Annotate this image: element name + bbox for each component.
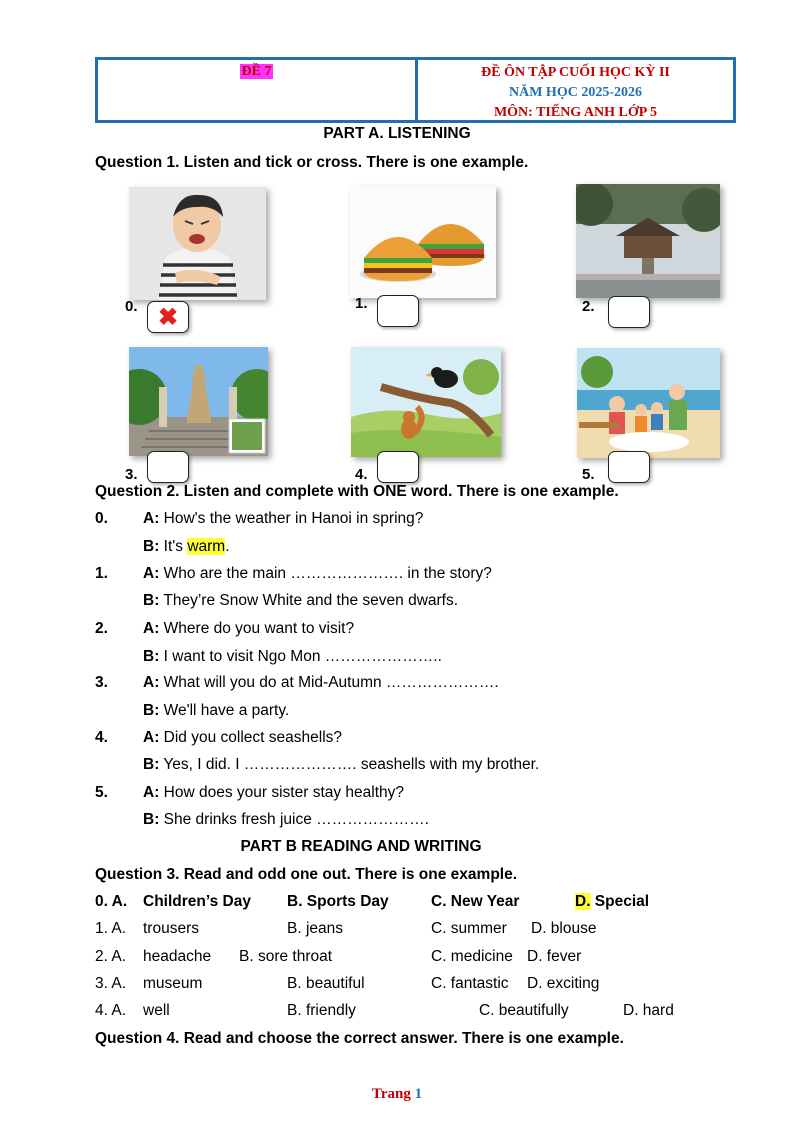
q3-example-a: Children’s Day [143, 893, 251, 910]
q3-row-3-a: museum [143, 975, 203, 992]
exam-code: ĐỀ 7 [241, 64, 272, 79]
q3-row-1-d: D. blouse [531, 920, 597, 937]
answer-box-1[interactable] [377, 295, 419, 327]
q3-row-4-a: well [143, 1002, 170, 1019]
school-year: NĂM HỌC 2025-2026 [509, 85, 642, 100]
picture-label-0: 0. [125, 298, 138, 315]
picture-label-3: 3. [125, 466, 138, 483]
q3-row-4-d: D. hard [623, 1002, 674, 1019]
q2-item-3-num: 3. [95, 674, 108, 691]
header-left-cell [98, 60, 418, 120]
q3-row-2-c: C. medicine [431, 948, 513, 965]
q2-item-5-b: B: She drinks fresh juice …………………. [143, 811, 429, 828]
q2-item-4-a: A: Did you collect seashells? [143, 729, 343, 746]
subject: MÔN: TIẾNG ANH LỚP 5 [493, 105, 658, 120]
q3-row-3-d: D. exciting [527, 975, 600, 992]
q3-row-2-a: headache [143, 948, 212, 965]
q3-row-2-b: B. sore throat [239, 948, 333, 965]
exam-title: ĐỀ ÔN TẬP CUỐI HỌC KỲ II [481, 65, 670, 80]
example-answer-letter: D. [575, 893, 591, 910]
picture-hamburgers [350, 186, 496, 298]
q3-example-num: 0. A. [95, 893, 128, 910]
q2-item-3-a: A: What will you do at Mid-Autumn …………………. [143, 674, 499, 691]
q3-row-1-c: C. summer [431, 920, 507, 937]
q3-row-1-b: B. jeans [287, 920, 344, 937]
question-3-title: Question 3. Read and odd one out. There is one example. [95, 866, 518, 883]
q3-row-3-b: B. beautiful [287, 975, 365, 992]
answer-box-4[interactable] [377, 451, 419, 483]
q2-item-4-b: B: Yes, I did. I …………………. seashells with my brother. [143, 756, 540, 773]
q3-example-b: B. Sports Day [287, 893, 389, 910]
picture-stomachache [129, 187, 266, 300]
q2-item-1-num: 1. [95, 565, 108, 582]
q2-item-0-b: B: It's warm. [143, 538, 230, 555]
picture-family-picnic [577, 348, 720, 458]
footer-label: Trang [371, 1086, 411, 1102]
q3-row-4-c: C. beautifully [479, 1002, 569, 1019]
q2-item-0-num: 0. [95, 510, 108, 527]
picture-bird-squirrel [351, 347, 501, 457]
q3-row-1-num: 1. A. [95, 920, 127, 937]
q3-example-d: D. Special [575, 893, 650, 910]
picture-thien-mu-pagoda [129, 347, 268, 456]
q3-row-3-c: C. fantastic [431, 975, 509, 992]
part-b-heading: PART B READING AND WRITING [240, 838, 482, 855]
q2-item-1-b: B: They’re Snow White and the seven dwarfs. [143, 592, 459, 609]
question-1-title: Question 1. Listen and tick or cross. There is one example. [95, 154, 529, 171]
header-right-cell [418, 60, 733, 120]
q3-row-2-num: 2. A. [95, 948, 127, 965]
q2-item-4-num: 4. [95, 729, 108, 746]
cross-mark-icon: ✖ [158, 304, 179, 331]
picture-label-1: 1. [355, 295, 368, 312]
picture-label-2: 2. [582, 298, 595, 315]
q2-item-1-a: A: Who are the main …………………. in the story? [143, 565, 492, 582]
footer-page-number: 1 [414, 1086, 423, 1102]
question-2-title: Question 2. Listen and complete with ONE word. There is one example. [95, 483, 619, 500]
q3-row-3-num: 3. A. [95, 975, 127, 992]
q2-item-3-b: B: We'll have a party. [143, 702, 290, 719]
part-a-heading: PART A. LISTENING [323, 125, 471, 142]
page-footer [0, 1086, 794, 1103]
header-table [95, 57, 736, 123]
q2-item-5-num: 5. [95, 784, 108, 801]
q3-example-c: C. New Year [431, 893, 520, 910]
answer-box-3[interactable] [147, 451, 189, 483]
q2-item-2-b: B: I want to visit Ngo Mon ………………….. [143, 648, 442, 665]
answer-box-5[interactable] [608, 451, 650, 483]
q3-row-2-d: D. fever [527, 948, 582, 965]
q2-item-2-a: A: Where do you want to visit? [143, 620, 355, 637]
q2-item-2-num: 2. [95, 620, 108, 637]
picture-one-pillar-pagoda [576, 184, 720, 298]
picture-label-5: 5. [582, 466, 595, 483]
picture-label-4: 4. [355, 466, 368, 483]
q2-item-5-a: A: How does your sister stay healthy? [143, 784, 405, 801]
q2-item-0-a: A: How's the weather in Hanoi in spring? [143, 510, 424, 527]
question-4-title: Question 4. Read and choose the correct answer. There is one example. [95, 1030, 624, 1047]
q3-row-4-num: 4. A. [95, 1002, 127, 1019]
q3-row-4-b: B. friendly [287, 1002, 356, 1019]
answer-box-0[interactable] [147, 301, 189, 333]
example-answer: warm [187, 538, 226, 555]
answer-box-2[interactable] [608, 296, 650, 328]
q3-row-1-a: trousers [143, 920, 199, 937]
